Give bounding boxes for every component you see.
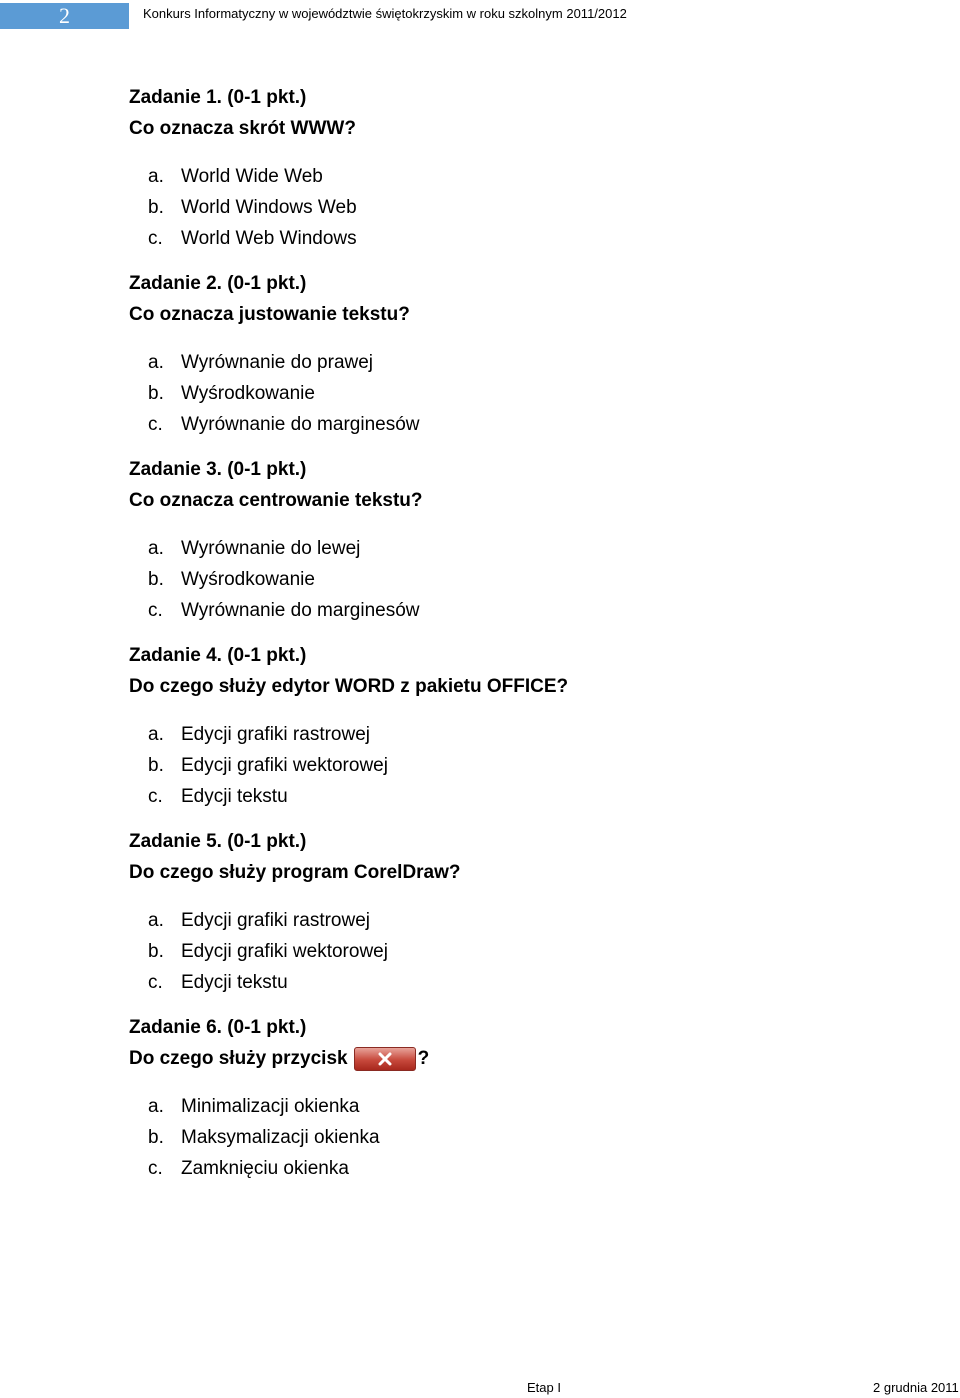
answer-letter: b. bbox=[148, 755, 164, 776]
close-x-button-icon bbox=[354, 1047, 416, 1071]
answer-option bbox=[129, 409, 889, 440]
task-question: Do czego służy edytor WORD z pakietu OFFICE? bbox=[129, 676, 569, 697]
task-title: Zadanie 2. (0-1 pkt.) bbox=[129, 273, 307, 294]
answer-text: Wyśrodkowanie bbox=[181, 569, 315, 590]
answer-text: Edycji grafiki rastrowej bbox=[181, 724, 370, 745]
answer-letter: a. bbox=[148, 352, 164, 373]
answer-text: Edycji tekstu bbox=[181, 786, 288, 807]
answer-letter: b. bbox=[148, 569, 164, 590]
answer-letter: c. bbox=[148, 600, 163, 621]
task-question: Co oznacza centrowanie tekstu? bbox=[129, 490, 423, 511]
answer-option bbox=[129, 564, 889, 595]
task-2 bbox=[129, 268, 889, 440]
answer-text: Wyśrodkowanie bbox=[181, 383, 315, 404]
page-number: 2 bbox=[59, 3, 70, 28]
answer-letter: c. bbox=[148, 972, 163, 993]
answer-option bbox=[129, 533, 889, 564]
task-title: Zadanie 6. (0-1 pkt.) bbox=[129, 1017, 307, 1038]
answer-letter: b. bbox=[148, 1127, 164, 1148]
answer-option bbox=[129, 1091, 889, 1122]
answer-text: World Wide Web bbox=[181, 166, 323, 187]
answer-list bbox=[129, 161, 889, 254]
answer-option bbox=[129, 1122, 889, 1153]
answer-letter: b. bbox=[148, 383, 164, 404]
answer-letter: a. bbox=[148, 910, 164, 931]
answer-list bbox=[129, 905, 889, 998]
answer-letter: b. bbox=[148, 941, 164, 962]
answer-text: Wyrównanie do marginesów bbox=[181, 600, 420, 621]
task-question-end: ? bbox=[417, 1048, 430, 1069]
task-question: Co oznacza skrót WWW? bbox=[129, 118, 356, 139]
answer-list bbox=[129, 347, 889, 440]
answer-text: Maksymalizacji okienka bbox=[181, 1127, 380, 1148]
answer-letter: c. bbox=[148, 414, 163, 435]
answer-list bbox=[129, 719, 889, 812]
answer-option bbox=[129, 161, 889, 192]
footer-date: 2 grudnia 2011 bbox=[873, 1380, 959, 1395]
answer-letter: c. bbox=[148, 228, 163, 249]
close-x-glyph bbox=[377, 1052, 393, 1066]
answer-option bbox=[129, 192, 889, 223]
answer-letter: b. bbox=[148, 197, 164, 218]
task-title: Zadanie 5. (0-1 pkt.) bbox=[129, 831, 307, 852]
answer-text: Minimalizacji okienka bbox=[181, 1096, 360, 1117]
answer-option bbox=[129, 595, 889, 626]
answer-option bbox=[129, 719, 889, 750]
task-list bbox=[129, 82, 889, 1198]
answer-option bbox=[129, 750, 889, 781]
task-3 bbox=[129, 454, 889, 626]
header-title: Konkurs Informatyczny w województwie świętokrzyskim w roku szkolnym 2011/2012 bbox=[143, 6, 627, 21]
answer-letter: a. bbox=[148, 724, 164, 745]
answer-letter: c. bbox=[148, 1158, 163, 1179]
answer-option bbox=[129, 781, 889, 812]
task-title: Zadanie 4. (0-1 pkt.) bbox=[129, 645, 307, 666]
task-question: Co oznacza justowanie tekstu? bbox=[129, 304, 410, 325]
answer-text: Edycji grafiki wektorowej bbox=[181, 941, 388, 962]
answer-text: Wyrównanie do prawej bbox=[181, 352, 374, 373]
footer-stage: Etap I bbox=[527, 1380, 561, 1395]
answer-letter: a. bbox=[148, 166, 164, 187]
task-4 bbox=[129, 640, 889, 812]
answer-text: World Web Windows bbox=[181, 228, 357, 249]
task-title: Zadanie 1. (0-1 pkt.) bbox=[129, 87, 307, 108]
answer-option bbox=[129, 378, 889, 409]
answer-option bbox=[129, 1153, 889, 1184]
answer-list bbox=[129, 533, 889, 626]
answer-option bbox=[129, 347, 889, 378]
answer-text: Edycji tekstu bbox=[181, 972, 288, 993]
task-5 bbox=[129, 826, 889, 998]
task-question bbox=[129, 1043, 889, 1074]
task-question-text: Do czego służy przycisk bbox=[129, 1048, 348, 1069]
answer-text: Wyrównanie do lewej bbox=[181, 538, 361, 559]
answer-option bbox=[129, 967, 889, 998]
task-1 bbox=[129, 82, 889, 254]
answer-text: Zamknięciu okienka bbox=[181, 1158, 349, 1179]
answer-text: Edycji grafiki wektorowej bbox=[181, 755, 388, 776]
answer-option bbox=[129, 905, 889, 936]
answer-text: Edycji grafiki rastrowej bbox=[181, 910, 370, 931]
task-title: Zadanie 3. (0-1 pkt.) bbox=[129, 459, 307, 480]
task-6 bbox=[129, 1012, 889, 1184]
answer-letter: c. bbox=[148, 786, 163, 807]
answer-letter: a. bbox=[148, 538, 164, 559]
answer-text: Wyrównanie do marginesów bbox=[181, 414, 420, 435]
answer-option bbox=[129, 223, 889, 254]
answer-list bbox=[129, 1091, 889, 1184]
answer-text: World Windows Web bbox=[181, 197, 357, 218]
task-question: Do czego służy program CorelDraw? bbox=[129, 862, 461, 883]
answer-letter: a. bbox=[148, 1096, 164, 1117]
answer-option bbox=[129, 936, 889, 967]
